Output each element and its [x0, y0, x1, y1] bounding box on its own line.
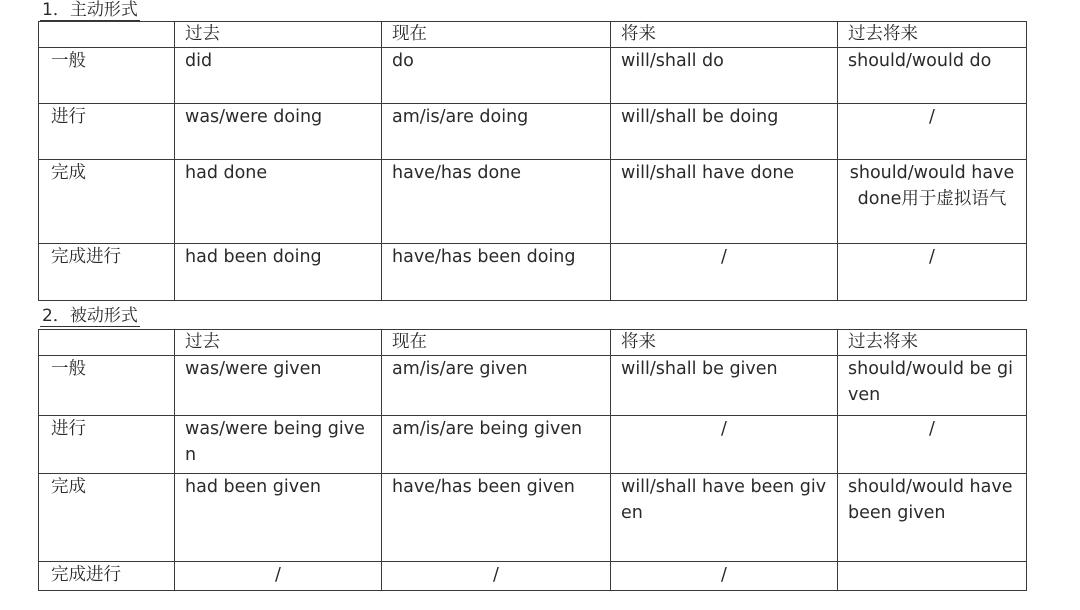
header-row [39, 330, 1027, 356]
table-cell: / [175, 562, 382, 591]
header-future: 将来 [611, 330, 838, 356]
row-label: 完成 [39, 474, 175, 562]
corner-cell [39, 330, 175, 356]
active-form-table [38, 21, 1027, 301]
table-row [39, 104, 1027, 160]
table-row [39, 160, 1027, 244]
header-row [39, 22, 1027, 48]
header-past: 过去 [175, 330, 382, 356]
table-cell: will/shall have been given [611, 474, 838, 562]
table-cell: have/has done [382, 160, 611, 244]
table-cell: / [838, 244, 1027, 301]
table-cell: will/shall be doing [611, 104, 838, 160]
row-label: 一般 [39, 48, 175, 104]
header-future: 将来 [611, 22, 838, 48]
table-cell: should/would have been given [838, 474, 1027, 562]
table-cell: will/shall be given [611, 356, 838, 416]
table-cell: / [611, 416, 838, 474]
table-cell: was/were being given [175, 416, 382, 474]
table-cell: should/would be given [838, 356, 1027, 416]
table-cell: / [382, 562, 611, 591]
table-cell: will/shall do [611, 48, 838, 104]
table-row [39, 356, 1027, 416]
table-row [39, 48, 1027, 104]
passive-form-title: 2．被动形式 [42, 306, 138, 326]
table-row [39, 474, 1027, 562]
table-cell: / [838, 416, 1027, 474]
table-cell: / [611, 562, 838, 591]
row-label: 进行 [39, 416, 175, 474]
table-cell: / [838, 104, 1027, 160]
header-past-future: 过去将来 [838, 330, 1027, 356]
passive-form-table [38, 329, 1027, 591]
row-label: 完成进行 [39, 244, 175, 301]
table-row [39, 416, 1027, 474]
table-cell: am/is/are given [382, 356, 611, 416]
table-cell: have/has been doing [382, 244, 611, 301]
table-cell: had been given [175, 474, 382, 562]
header-past-future: 过去将来 [838, 22, 1027, 48]
row-label: 完成 [39, 160, 175, 244]
table-cell [838, 562, 1027, 591]
table-cell: should/would do [838, 48, 1027, 104]
table-row [39, 562, 1027, 591]
table-cell: am/is/are doing [382, 104, 611, 160]
table-row [39, 244, 1027, 301]
header-present: 现在 [382, 22, 611, 48]
table-cell: will/shall have done [611, 160, 838, 244]
table-cell: did [175, 48, 382, 104]
row-label: 进行 [39, 104, 175, 160]
table-cell: have/has been given [382, 474, 611, 562]
corner-cell [39, 22, 175, 48]
table-cell: am/is/are being given [382, 416, 611, 474]
table-cell: had been doing [175, 244, 382, 301]
header-past: 过去 [175, 22, 382, 48]
table-cell: should/would have done用于虚拟语气 [838, 160, 1027, 244]
table-cell: / [611, 244, 838, 301]
table-cell: do [382, 48, 611, 104]
row-label: 一般 [39, 356, 175, 416]
header-present: 现在 [382, 330, 611, 356]
row-label: 完成进行 [39, 562, 175, 591]
table-cell: was/were doing [175, 104, 382, 160]
active-form-title: 1．主动形式 [42, 0, 138, 20]
table-cell: had done [175, 160, 382, 244]
table-cell: was/were given [175, 356, 382, 416]
